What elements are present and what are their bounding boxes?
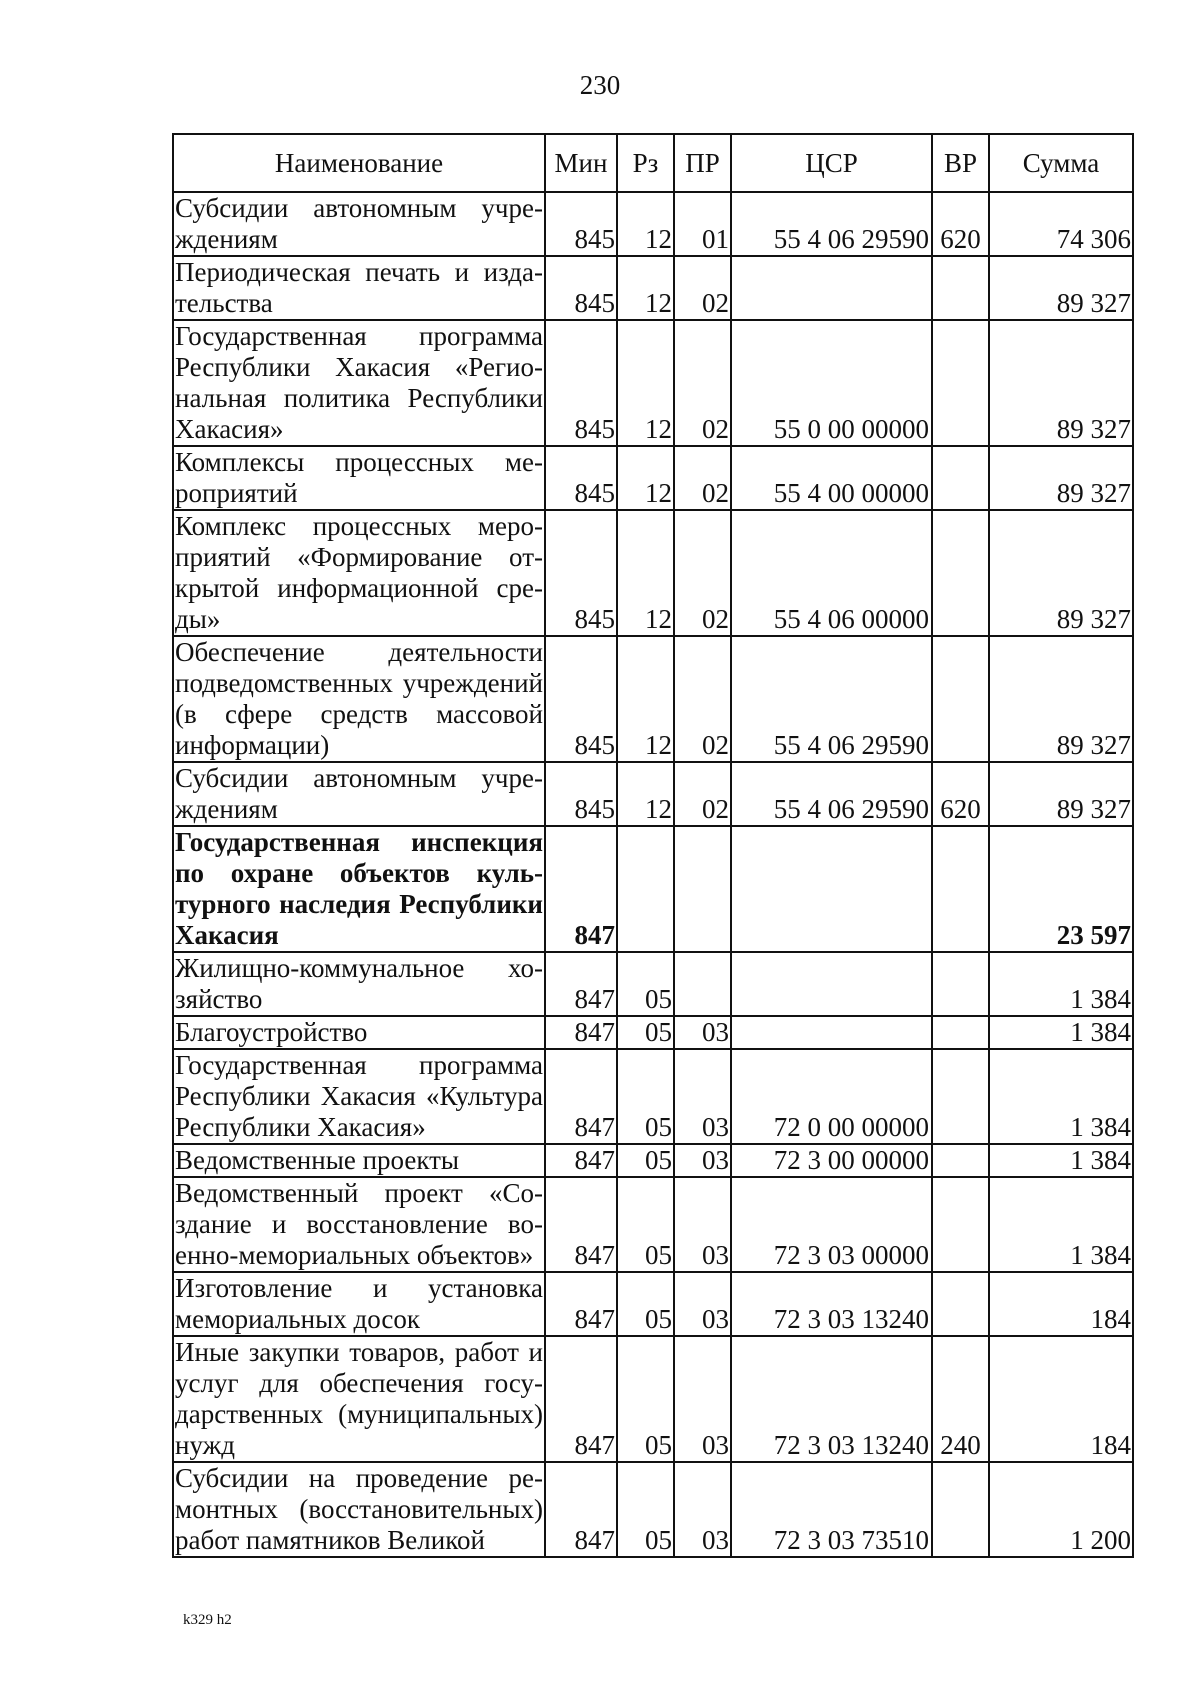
header-csr: ЦСР <box>731 134 932 192</box>
cell-sum: 1 384 <box>989 1144 1133 1177</box>
cell-rz: 12 <box>617 256 674 320</box>
cell-pr: 02 <box>674 256 731 320</box>
page-number: 230 <box>579 70 621 100</box>
cell-min: 845 <box>545 636 617 762</box>
cell-rz: 05 <box>617 1016 674 1049</box>
cell-vr <box>932 1177 989 1272</box>
cell-name: Субсидии автономным учреждениям <box>175 193 543 254</box>
cell-sum: 184 <box>989 1272 1133 1336</box>
cell-min: 847 <box>545 1016 617 1049</box>
cell-vr <box>932 952 989 1016</box>
cell-sum: 89 327 <box>989 510 1133 636</box>
table-row <box>173 320 1133 446</box>
cell-rz: 12 <box>617 510 674 636</box>
header-row <box>173 134 1133 192</box>
table-row <box>173 1144 1133 1177</box>
cell-min: 845 <box>545 446 617 510</box>
cell-pr: 02 <box>674 446 731 510</box>
cell-name: Государственная программа Республики Хакасия «Культура Республики Хакасия» <box>175 1050 543 1142</box>
cell-pr: 03 <box>674 1144 731 1177</box>
cell-vr <box>932 1462 989 1557</box>
cell-sum: 1 384 <box>989 1049 1133 1144</box>
cell-min: 847 <box>545 1049 617 1144</box>
table-row <box>173 1049 1133 1144</box>
cell-csr: 55 4 06 29590 <box>731 762 932 826</box>
cell-min: 845 <box>545 510 617 636</box>
cell-pr: 03 <box>674 1049 731 1144</box>
cell-min: 845 <box>545 320 617 446</box>
table-row <box>173 762 1133 826</box>
cell-vr <box>932 1016 989 1049</box>
cell-csr: 55 4 06 00000 <box>731 510 932 636</box>
cell-sum: 74 306 <box>989 192 1133 256</box>
cell-min: 847 <box>545 1177 617 1272</box>
cell-rz: 05 <box>617 1177 674 1272</box>
cell-csr: 72 3 03 73510 <box>731 1462 932 1557</box>
cell-name: Субсидии автономным учреждениям <box>175 763 543 824</box>
cell-csr: 55 0 00 00000 <box>731 320 932 446</box>
cell-csr: 72 3 00 00000 <box>731 1144 932 1177</box>
cell-sum: 89 327 <box>989 256 1133 320</box>
cell-rz: 12 <box>617 320 674 446</box>
table-row <box>173 1177 1133 1272</box>
cell-vr <box>932 510 989 636</box>
cell-name: Периодическая печать и издательства <box>175 257 543 318</box>
cell-sum: 23 597 <box>989 826 1133 952</box>
cell-vr <box>932 446 989 510</box>
header-name: Наименование <box>173 134 545 192</box>
cell-rz: 05 <box>617 1462 674 1557</box>
cell-pr <box>674 826 731 952</box>
table-row <box>173 1272 1133 1336</box>
cell-min: 845 <box>545 192 617 256</box>
cell-csr: 72 3 03 13240 <box>731 1336 932 1462</box>
cell-name: Ведомственные проекты <box>173 1144 545 1177</box>
table-header <box>173 134 1133 192</box>
cell-sum: 89 327 <box>989 636 1133 762</box>
cell-pr: 02 <box>674 762 731 826</box>
cell-csr: 55 4 06 29590 <box>731 192 932 256</box>
cell-pr: 03 <box>674 1272 731 1336</box>
table-row <box>173 826 1133 952</box>
cell-pr: 01 <box>674 192 731 256</box>
cell-sum: 1 200 <box>989 1462 1133 1557</box>
cell-min: 847 <box>545 1144 617 1177</box>
cell-sum: 184 <box>989 1336 1133 1462</box>
cell-min: 847 <box>545 952 617 1016</box>
cell-sum: 89 327 <box>989 446 1133 510</box>
table-row <box>173 510 1133 636</box>
cell-csr <box>731 1016 932 1049</box>
header-vr: ВР <box>932 134 989 192</box>
cell-csr: 72 3 03 00000 <box>731 1177 932 1272</box>
cell-rz: 05 <box>617 952 674 1016</box>
cell-min: 847 <box>545 1336 617 1462</box>
cell-csr <box>731 952 932 1016</box>
cell-sum: 89 327 <box>989 320 1133 446</box>
cell-name: Комплекс процессных мероприятий «Формирование открытой информационной среды» <box>175 511 543 634</box>
cell-csr: 72 3 03 13240 <box>731 1272 932 1336</box>
cell-sum: 1 384 <box>989 1016 1133 1049</box>
footer-code: k329 h2 <box>183 1612 232 1628</box>
header-sum: Сумма <box>989 134 1133 192</box>
cell-vr <box>932 1272 989 1336</box>
cell-pr: 02 <box>674 320 731 446</box>
cell-vr <box>932 636 989 762</box>
cell-csr: 72 0 00 00000 <box>731 1049 932 1144</box>
cell-min: 847 <box>545 1272 617 1336</box>
table-row <box>173 192 1133 256</box>
cell-name: Обеспечение деятельности подведомственных учреждений (в сфере средств массовой информации) <box>175 637 543 760</box>
table-row <box>173 1336 1133 1462</box>
cell-pr: 02 <box>674 510 731 636</box>
cell-vr: 240 <box>932 1336 989 1462</box>
cell-min: 845 <box>545 762 617 826</box>
table-row <box>173 446 1133 510</box>
cell-rz <box>617 826 674 952</box>
cell-name: Благоустройство <box>173 1016 545 1049</box>
cell-pr: 03 <box>674 1462 731 1557</box>
cell-name: Жилищно-коммунальное хозяйство <box>175 953 543 1014</box>
cell-name: Иные закупки товаров, работ и услуг для обеспечения государственных (муниципальных) нужд <box>175 1337 543 1460</box>
cell-rz: 05 <box>617 1272 674 1336</box>
table-row <box>173 636 1133 762</box>
header-rz: Рз <box>617 134 674 192</box>
cell-name: Комплексы процессных мероприятий <box>175 447 543 508</box>
cell-rz: 12 <box>617 762 674 826</box>
cell-vr <box>932 1144 989 1177</box>
table-row <box>173 1462 1133 1557</box>
cell-name: Государственная инспекция по охране объектов культурного наследия Республики Хакасия <box>175 827 543 950</box>
cell-csr <box>731 826 932 952</box>
cell-pr: 03 <box>674 1177 731 1272</box>
cell-rz: 05 <box>617 1144 674 1177</box>
table-row <box>173 256 1133 320</box>
cell-min: 845 <box>545 256 617 320</box>
cell-vr: 620 <box>932 192 989 256</box>
cell-name: Ведомственный проект «Создание и восстановление военно-мемориальных объектов» <box>175 1178 543 1270</box>
cell-rz: 12 <box>617 446 674 510</box>
cell-pr: 02 <box>674 636 731 762</box>
cell-min: 847 <box>545 1462 617 1557</box>
cell-rz: 05 <box>617 1049 674 1144</box>
cell-sum: 1 384 <box>989 952 1133 1016</box>
cell-name: Субсидии на проведение ремонтных (восстановительных) работ памятников Великой <box>175 1463 543 1555</box>
cell-min: 847 <box>545 826 617 952</box>
cell-rz: 12 <box>617 192 674 256</box>
cell-csr: 55 4 00 00000 <box>731 446 932 510</box>
cell-name: Изготовление и установка мемориальных досок <box>175 1273 543 1334</box>
cell-sum: 1 384 <box>989 1177 1133 1272</box>
cell-sum: 89 327 <box>989 762 1133 826</box>
cell-vr <box>932 826 989 952</box>
cell-csr <box>731 256 932 320</box>
cell-name: Государственная программа Республики Хакасия «Региональная политика Республики Хакасия» <box>175 321 543 444</box>
cell-vr <box>932 256 989 320</box>
cell-rz: 05 <box>617 1336 674 1462</box>
cell-pr: 03 <box>674 1016 731 1049</box>
cell-rz: 12 <box>617 636 674 762</box>
cell-vr <box>932 320 989 446</box>
cell-vr: 620 <box>932 762 989 826</box>
header-pr: ПР <box>674 134 731 192</box>
table-body <box>173 192 1133 1557</box>
cell-pr: 03 <box>674 1336 731 1462</box>
budget-table <box>172 133 1134 1558</box>
cell-pr <box>674 952 731 1016</box>
header-min: Мин <box>545 134 617 192</box>
cell-csr: 55 4 06 29590 <box>731 636 932 762</box>
table-row <box>173 952 1133 1016</box>
table-row <box>173 1016 1133 1049</box>
cell-vr <box>932 1049 989 1144</box>
